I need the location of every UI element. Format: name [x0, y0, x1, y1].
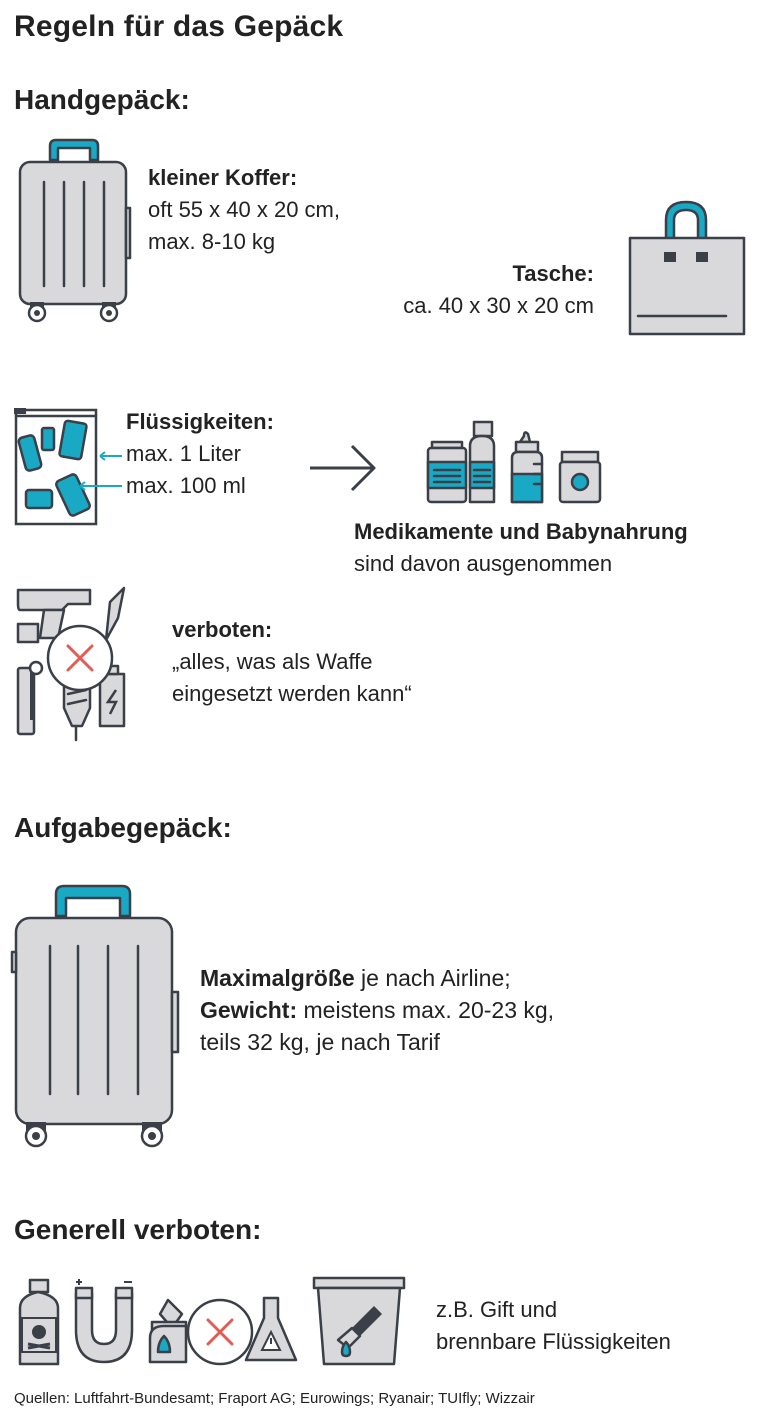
forbidden-label: verboten:	[172, 617, 273, 642]
small-suitcase-label: kleiner Koffer:	[148, 165, 298, 190]
max-size-text: je nach Airline;	[354, 965, 511, 991]
section-heading-carry-on: Handgepäck:	[14, 84, 190, 115]
checked-tariff-line: teils 32 kg, je nach Tarif	[200, 1029, 440, 1055]
checked-size-line	[200, 962, 554, 994]
baby-food-icon	[508, 434, 604, 504]
checked-text	[200, 962, 554, 1058]
suitcase-large-icon	[12, 882, 182, 1152]
checked-weight-line	[200, 994, 554, 1026]
pointer-arrows	[96, 450, 126, 490]
max-size-label: Maximalgröße	[200, 965, 355, 991]
liquids-bag-icon	[14, 408, 98, 526]
liquids-label: Flüssigkeiten:	[126, 409, 274, 434]
small-suitcase-text	[148, 162, 340, 258]
section-heading-checked: Aufgabegepäck:	[14, 812, 232, 843]
gas-stove-icon	[146, 1296, 306, 1366]
bag-size: ca. 40 x 30 x 20 cm	[403, 293, 594, 318]
weapons-icon	[14, 586, 134, 742]
exceptions-label: Medikamente und Babynahrung	[354, 519, 688, 544]
page-title: Regeln für das Gepäck	[14, 10, 344, 43]
section-heading-general: Generell verboten:	[14, 1214, 262, 1245]
exceptions-note: sind davon ausgenommen	[354, 551, 613, 576]
paint-bucket-icon	[312, 1276, 408, 1368]
suitcase-small-icon	[14, 136, 134, 326]
small-suitcase-size: oft 55 x 40 x 20 cm,	[148, 197, 340, 222]
liquids-text	[126, 406, 274, 502]
sources-footnote: Quellen: Luftfahrt-Bundesamt; Fraport AG; Eurowings; Ryanair; TUIfly; Wizzair	[14, 1390, 535, 1407]
bag-text	[403, 258, 594, 322]
liquids-per-item: max. 100 ml	[126, 473, 246, 498]
forbidden-text	[172, 614, 412, 710]
exceptions-text	[354, 516, 688, 580]
magnet-icon	[72, 1280, 138, 1366]
weight-text: meistens max. 20-23 kg,	[297, 997, 555, 1023]
poison-icon	[18, 1278, 62, 1366]
general-line1: z.B. Gift und	[436, 1297, 558, 1322]
liquids-total: max. 1 Liter	[126, 441, 241, 466]
forbidden-line2: eingesetzt werden kann“	[172, 681, 412, 706]
bag-icon	[626, 198, 750, 338]
general-line2: brennbare Flüssigkeiten	[436, 1329, 671, 1354]
weight-label: Gewicht:	[200, 997, 298, 1023]
bag-label: Tasche:	[512, 261, 594, 286]
arrow-right-icon	[306, 442, 378, 494]
general-text	[436, 1294, 671, 1358]
small-suitcase-weight: max. 8-10 kg	[148, 229, 276, 254]
forbidden-line1: „alles, was als Waffe	[172, 649, 373, 674]
